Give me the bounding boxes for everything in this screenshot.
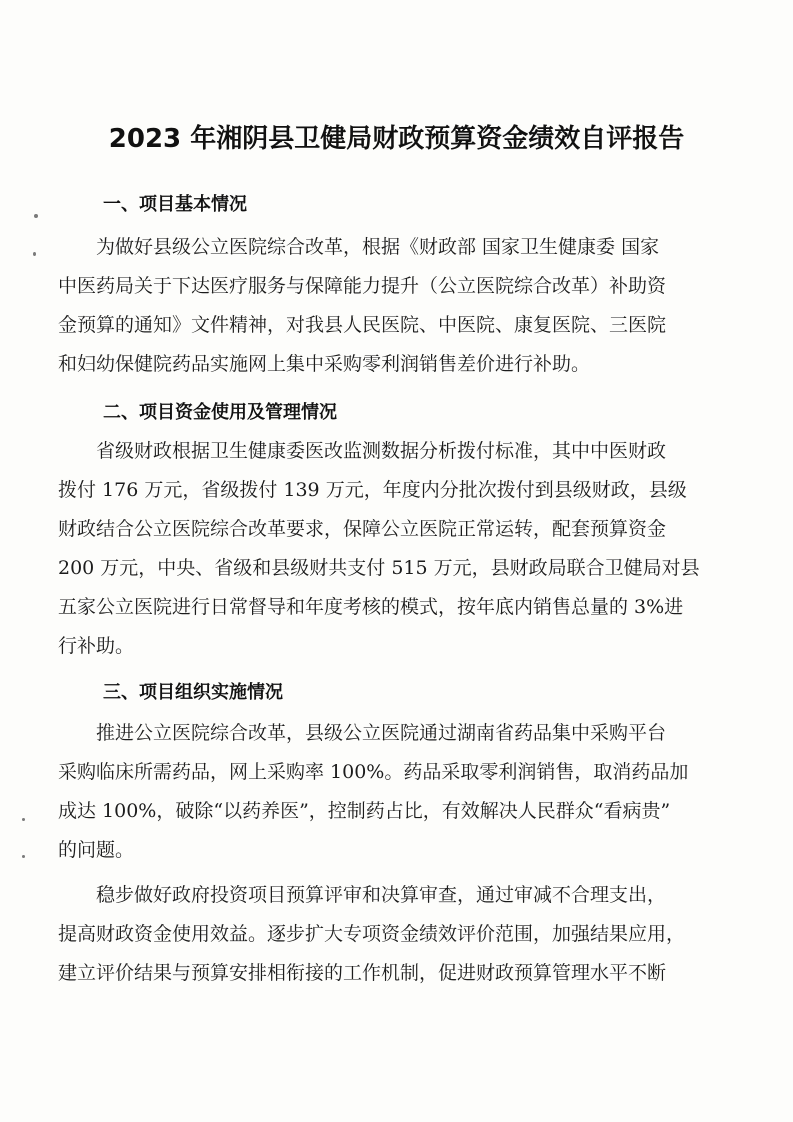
text-line: 采购临床所需药品，网上采购率 100%。药品采取零利润销售，取消药品加: [58, 761, 689, 783]
text-line: 200 万元，中央、省级和县级财共支付 515 万元，县财政局联合卫健局对县: [58, 557, 700, 579]
text-line: 五家公立医院进行日常督导和年度考核的模式，按年底内销售总量的 3%进: [58, 596, 684, 618]
text-line: 中医药局关于下达医疗服务与保障能力提升（公立医院综合改革）补助资: [58, 275, 667, 297]
scan-speck: [22, 855, 25, 858]
document-title: 2023 年湘阴县卫健局财政预算资金绩效自评报告: [108, 124, 685, 154]
text-line: 的问题。: [58, 839, 135, 861]
text-line: 省级财政根据卫生健康委医改监测数据分析拨付标准，其中中医财政: [96, 440, 667, 462]
section-heading-fund-management: 二、项目资金使用及管理情况: [103, 402, 337, 423]
section-heading-implementation: 三、项目组织实施情况: [103, 682, 283, 703]
paragraph-implementation-1: [58, 714, 744, 870]
paragraph-fund-management: [58, 432, 744, 666]
scan-speck: [33, 252, 36, 256]
scan-speck: [34, 214, 38, 218]
text-line: 稳步做好政府投资项目预算评审和决算审查，通过审减不合理支出，: [96, 884, 667, 906]
section-heading-basic-info: 一、项目基本情况: [103, 194, 247, 215]
text-line: 金预算的通知》文件精神，对我县人民医院、中医院、康复医院、三医院: [58, 314, 667, 336]
text-line: 提高财政资金使用效益。逐步扩大专项资金绩效评价范围，加强结果应用，: [58, 923, 686, 945]
paragraph-implementation-2: [58, 876, 744, 993]
text-line: 为做好县级公立医院综合改革，根据《财政部 国家卫生健康委 国家: [96, 236, 660, 258]
paragraph-basic-info: [58, 228, 744, 384]
text-line: 拨付 176 万元，省级拨付 139 万元，年度内分批次拨付到县级财政，县级: [58, 479, 687, 501]
text-line: 和妇幼保健院药品实施网上集中采购零利润销售差价进行补助。: [58, 353, 591, 375]
text-line: 推进公立医院综合改革，县级公立医院通过湖南省药品集中采购平台: [96, 722, 667, 744]
text-line: 成达 100%，破除“以药养医”，控制药占比，有效解决人民群众“看病贵”: [58, 800, 671, 822]
text-line: 建立评价结果与预算安排相衔接的工作机制，促进财政预算管理水平不断: [58, 962, 667, 984]
text-line: 财政结合公立医院综合改革要求，保障公立医院正常运转，配套预算资金: [58, 518, 667, 540]
text-line: 行补助。: [58, 635, 135, 657]
scan-speck: [22, 818, 25, 821]
